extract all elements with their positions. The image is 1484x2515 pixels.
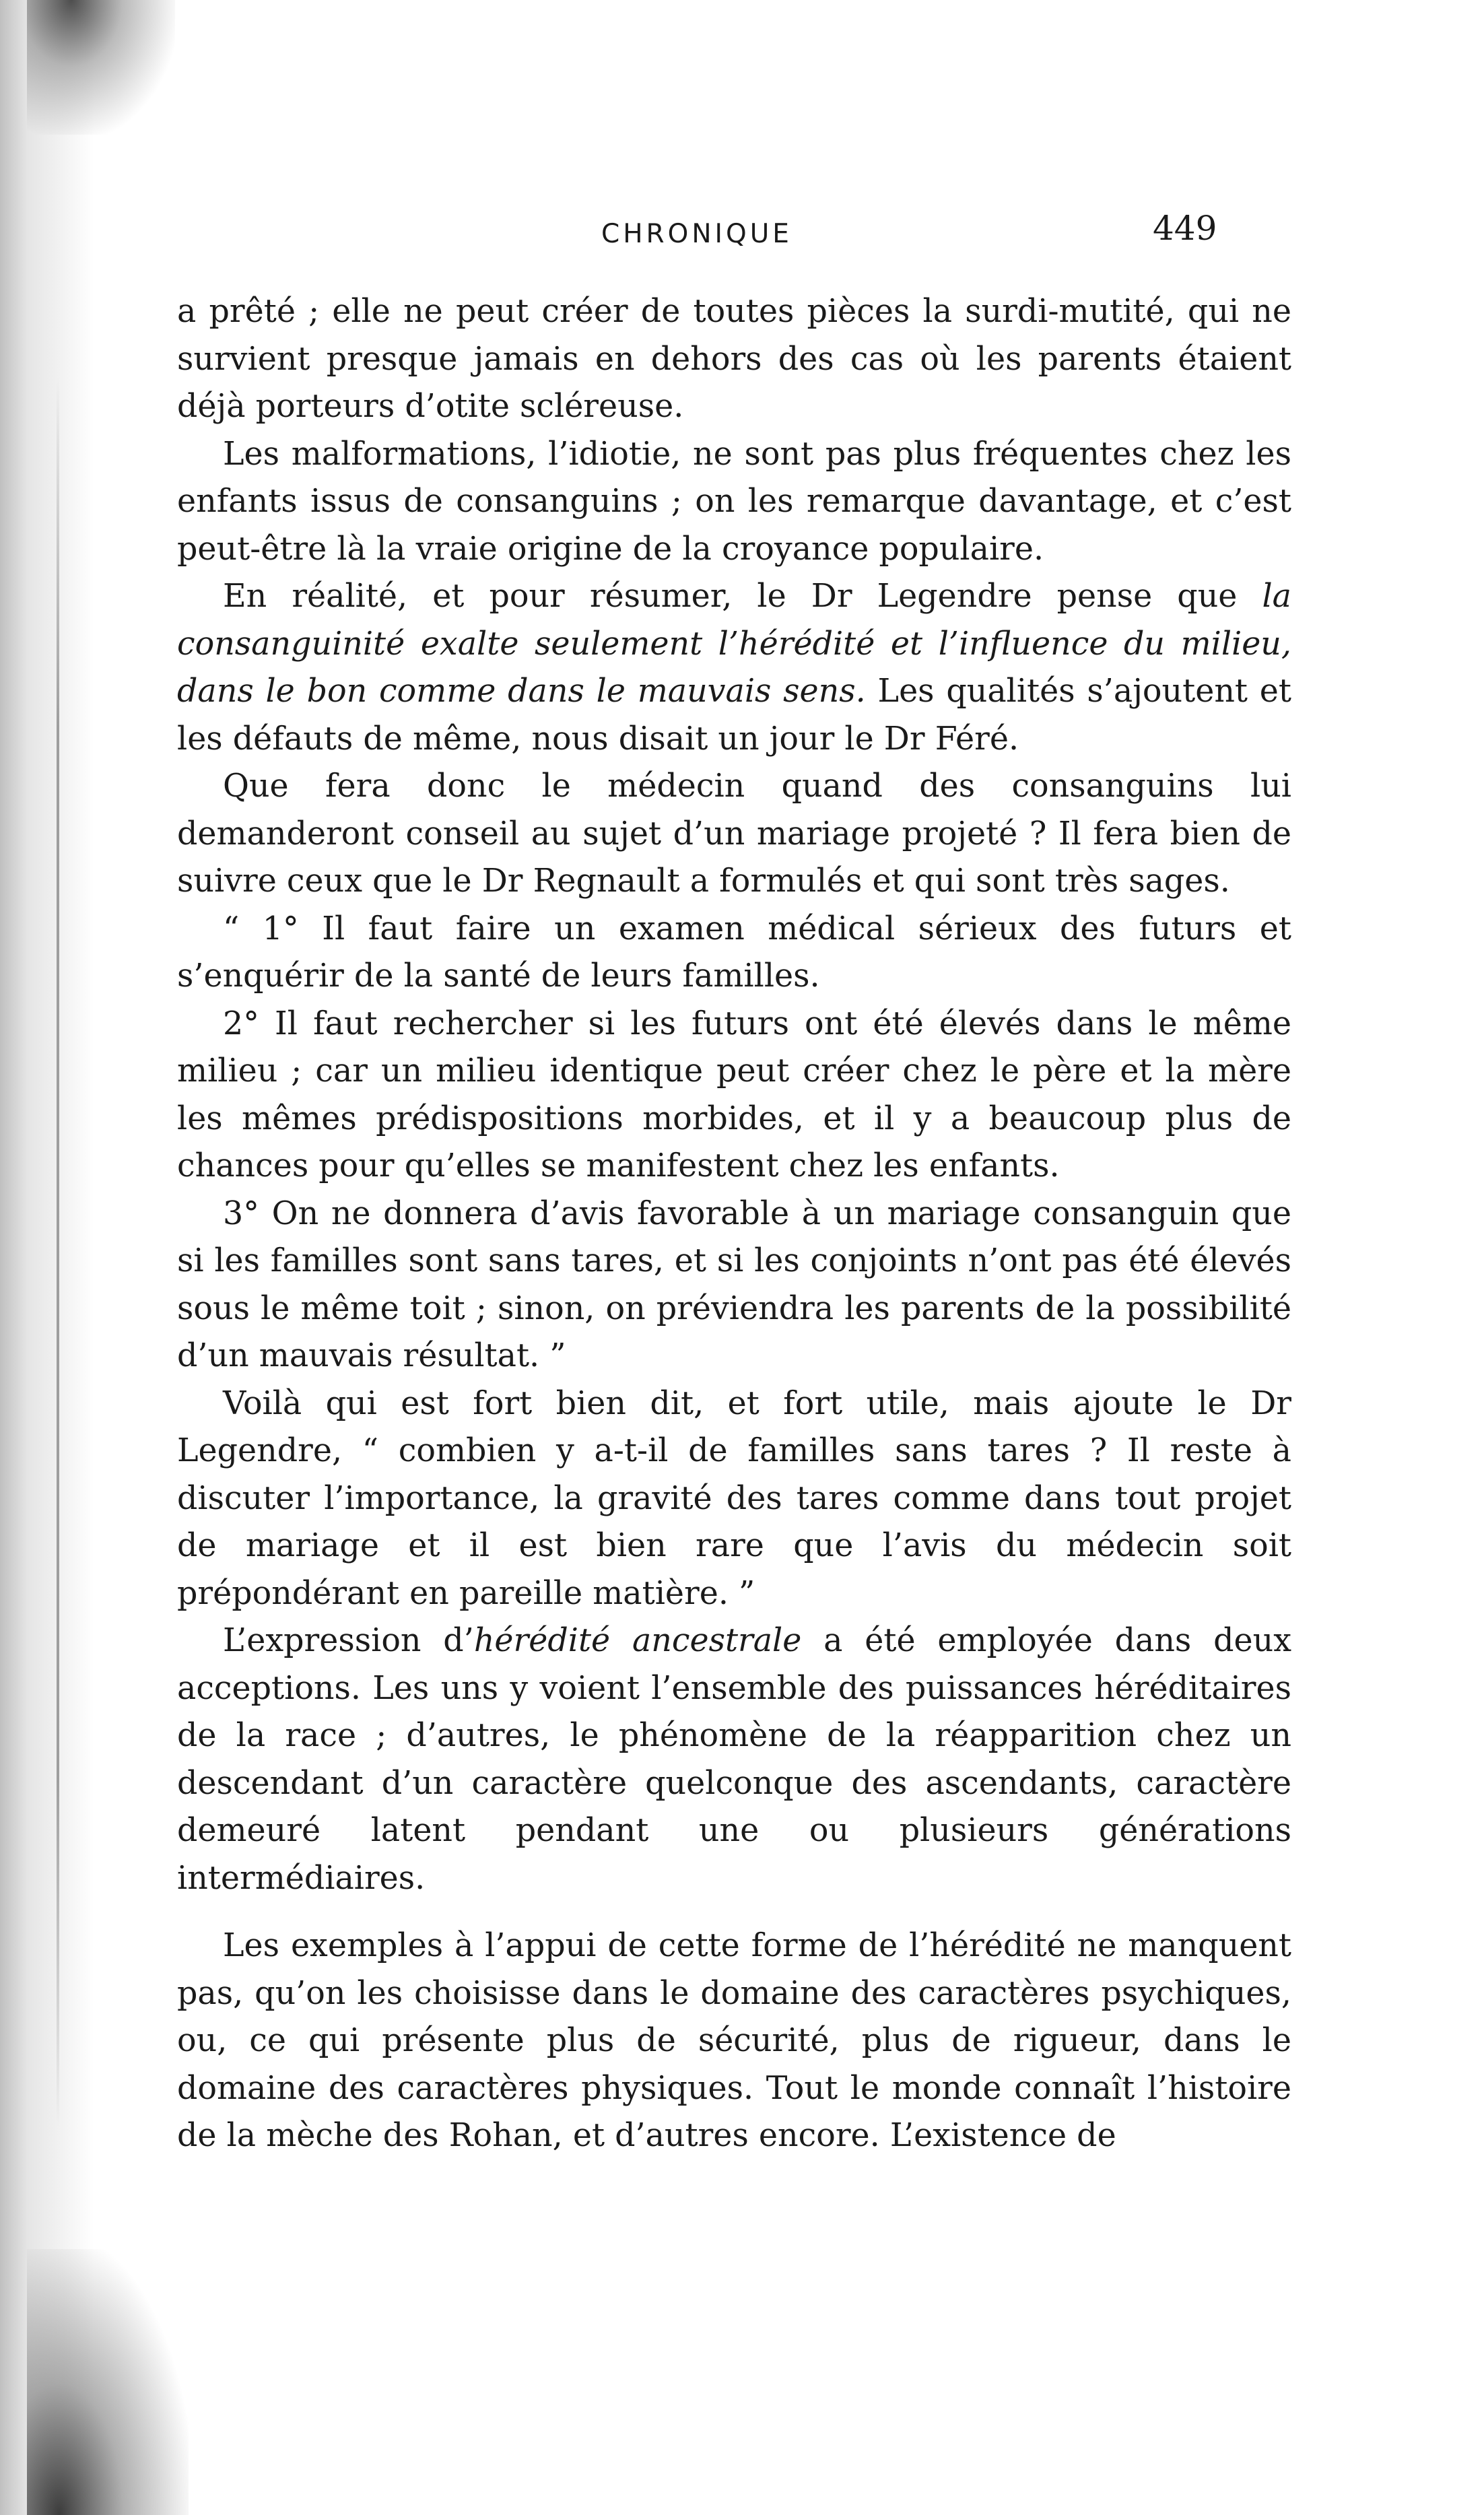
text-run: 3° On ne donnera d’avis favorable à un mariage consanguin que si les familles sont sans tares, et si les conjoints n’ont pas été élevés sous le même toit ; sinon, on préviendra les parents de la possibilité d’un mauvais résultat. ” <box>177 1195 1291 1374</box>
paragraph <box>177 906 1291 1001</box>
text-run: 2° Il faut rechercher si les futurs ont été élevés dans le même milieu ; car un milieu identique peut créer chez le père et la mère les mêmes prédispositions morbides, et il y a beaucoup plus de chances pour qu’elles se manifestent chez les enfants. <box>177 1005 1291 1184</box>
paragraph <box>177 1191 1291 1380</box>
scan-edge-shadow <box>0 0 94 2515</box>
text-run: Que fera donc le médecin quand des consanguins lui demanderont conseil au sujet d’un mariage projeté ? Il fera bien de suivre ceux que le Dr Regnault a formulés et qui sont très sages. <box>177 768 1291 900</box>
text-run: Les qualités s’ajoutent et les défauts de même, nous disait un jour le Dr Féré. <box>177 673 1291 758</box>
body-text <box>177 288 1291 2160</box>
paragraph <box>177 1617 1291 1902</box>
paragraph <box>177 288 1291 431</box>
scan-bottom-blot <box>27 2249 189 2515</box>
text-run: a été employée dans deux acceptions. Les uns y voient l’ensemble des puissances héréditaires de la race ; d’autres, le phénomène de la réapparition chez un descendant d’un caractère quelconque des ascendants, caractère demeuré latent pendant une ou plusieurs générations intermédiaires. <box>177 1622 1291 1897</box>
text-run: a prêté ; elle ne peut créer de toutes pièces la surdi-mutité, qui ne survient presque jamais en dehors des cas où les parents étaient déjà porteurs d’otite scléreuse. <box>177 293 1291 425</box>
paragraph <box>177 431 1291 574</box>
text-run: Les malformations, l’idiotie, ne sont pas plus fréquentes chez les enfants issus de consanguins ; on les remarque davantage, et c’est peut-être là la vraie origine de la croyance populaire. <box>177 435 1291 568</box>
paragraph <box>177 1922 1291 2160</box>
paragraph <box>177 763 1291 906</box>
page-number: 449 <box>1153 209 1217 248</box>
italic-run: hérédité ancestrale <box>473 1622 802 1659</box>
scan-gutter-line <box>57 377 59 2128</box>
text-run: En réalité, et pour résumer, le Dr Legendre pense que <box>223 578 1262 615</box>
running-title: CHRONIQUE <box>601 219 792 249</box>
scan-top-blot <box>27 0 175 135</box>
paragraph <box>177 1380 1291 1618</box>
page-header <box>0 209 1484 268</box>
text-run: L’expression d’ <box>223 1622 474 1659</box>
text-run: “ 1° Il faut faire un examen médical sérieux des futurs et s’enquérir de la santé de leurs familles. <box>177 910 1291 995</box>
text-run: Voilà qui est fort bien dit, et fort utile, mais ajoute le Dr Legendre, “ combien y a-t-il de familles sans tares ? Il reste à discuter l’importance, la gravité des tares comme dans tout projet de mariage et il est bien rare que l’avis du médecin soit prépondérant en pareille matière. ” <box>177 1384 1291 1612</box>
paragraph <box>177 1001 1291 1191</box>
paragraph <box>177 573 1291 763</box>
italic-run: la consanguinité exalte seulement l’hérédité et l’influence du milieu, dans le bon comme dans le mauvais sens. <box>177 578 1291 710</box>
text-run: Les exemples à l’appui de cette forme de l’hérédité ne manquent pas, qu’on les choisisse dans le domaine des caractères psychiques, ou, ce qui présente plus de sécurité, plus de rigueur, dans le domaine des caractères physiques. Tout le monde connaît l’histoire de la mèche des Rohan, et d’autres encore. L’existence de <box>177 1927 1291 2154</box>
